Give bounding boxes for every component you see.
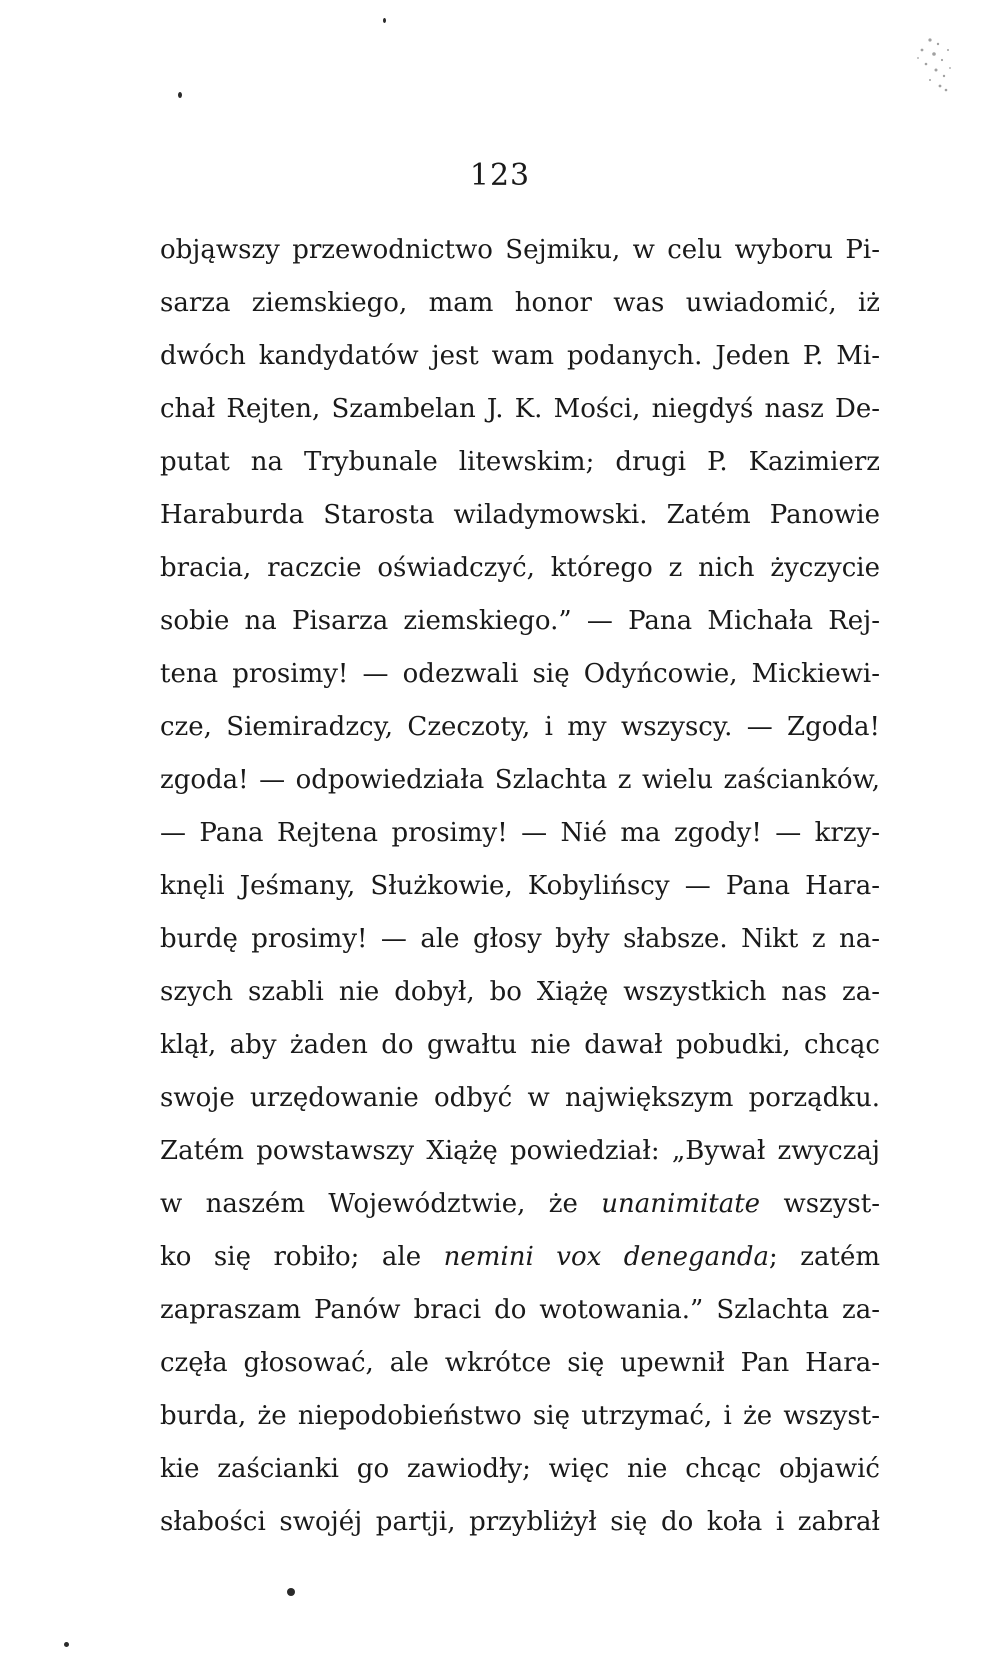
text-run: chał Rejten, Szambelan J. K. Mości, niegdyś nasz De- [160, 394, 880, 424]
text-run: zapraszam Panów braci do wotowania.” Szlachta za- [160, 1295, 880, 1325]
text-run: — Pana Rejtena prosimy! — Nié ma zgody! — krzy- [160, 818, 880, 848]
text-run: burda, że niepodobieństwo się utrzymać, i że wszyst- [160, 1401, 880, 1431]
text-run: kie zaścianki go zawiodły; więc nie chcąc objawić [160, 1454, 880, 1484]
text-run: Haraburda Starosta wiladymowski. Zatém Panowie [160, 500, 880, 530]
text-run: burdę prosimy! — ale głosy były słabsze. Nikt z na- [160, 924, 880, 954]
text-line [160, 1443, 880, 1496]
text-run: klął, aby żaden do gwałtu nie dawał pobudki, chcąc [160, 1030, 880, 1060]
ink-speck [64, 1642, 69, 1647]
text-line [160, 648, 880, 701]
text-line [160, 701, 880, 754]
text-run: dwóch kandydatów jest wam podanych. Jeden P. Mi- [160, 341, 880, 371]
italic-phrase: nemini vox deneganda [443, 1242, 770, 1272]
ink-speck [178, 92, 182, 98]
text-run: słabości swojéj partji, przybliżył się do koła i zabrał [160, 1507, 880, 1537]
text-line [160, 1019, 880, 1072]
text-run: wszyst- [760, 1189, 881, 1219]
text-run: częła głosować, ale wkrótce się upewnił Pan Hara- [160, 1348, 880, 1378]
text-line [160, 1231, 880, 1284]
text-run: putat na Trybunale litewskim; drugi P. Kazimierz [160, 447, 880, 477]
text-run: ; zatém [769, 1242, 880, 1272]
text-line [160, 542, 880, 595]
text-line [160, 913, 880, 966]
text-line [160, 436, 880, 489]
text-line [160, 383, 880, 436]
body-text [160, 224, 880, 1549]
text-run: objąwszy przewodnictwo Sejmiku, w celu wyboru Pi- [160, 235, 880, 265]
text-line [160, 860, 880, 913]
text-line [160, 966, 880, 1019]
text-line [160, 1337, 880, 1390]
text-run: cze, Siemiradzcy, Czeczoty, i my wszyscy. — Zgoda! [160, 712, 880, 742]
text-run: bracia, raczcie oświadczyć, którego z nich życzycie [160, 553, 880, 583]
text-line [160, 330, 880, 383]
text-line [160, 489, 880, 542]
text-run: tena prosimy! — odezwali się Odyńcowie, Mickiewi- [160, 659, 880, 689]
text-line [160, 1390, 880, 1443]
text-run: szych szabli nie dobył, bo Xiążę wszystkich nas za- [160, 977, 880, 1007]
text-run: swoje urzędowanie odbyć w największym porządku. [160, 1083, 880, 1113]
ink-speck [287, 1588, 295, 1596]
text-line [160, 1072, 880, 1125]
text-line [160, 1284, 880, 1337]
text-run: w naszém Województwie, że [160, 1189, 602, 1219]
text-run: ko się robiło; ale [160, 1242, 444, 1272]
corner-stain [900, 30, 955, 100]
text-line [160, 224, 880, 277]
text-run: sarza ziemskiego, mam honor was uwiadomić, iż [160, 288, 880, 318]
text-line [160, 1496, 880, 1549]
text-run: zgoda! — odpowiedziała Szlachta z wielu zaścianków, [160, 765, 880, 795]
text-line [160, 277, 880, 330]
text-line [160, 807, 880, 860]
italic-phrase: unanimitate [601, 1189, 761, 1219]
text-run: sobie na Pisarza ziemskiego.” — Pana Michała Rej- [160, 606, 880, 636]
ink-speck [383, 18, 386, 23]
page-number: 123 [469, 158, 531, 193]
text-run: knęli Jeśmany, Służkowie, Kobylińscy — Pana Hara- [160, 871, 880, 901]
text-run: Zatém powstawszy Xiążę powiedział: „Bywał zwyczaj [160, 1136, 880, 1166]
text-line [160, 595, 880, 648]
text-line [160, 1178, 880, 1231]
text-line [160, 1125, 880, 1178]
text-line [160, 754, 880, 807]
